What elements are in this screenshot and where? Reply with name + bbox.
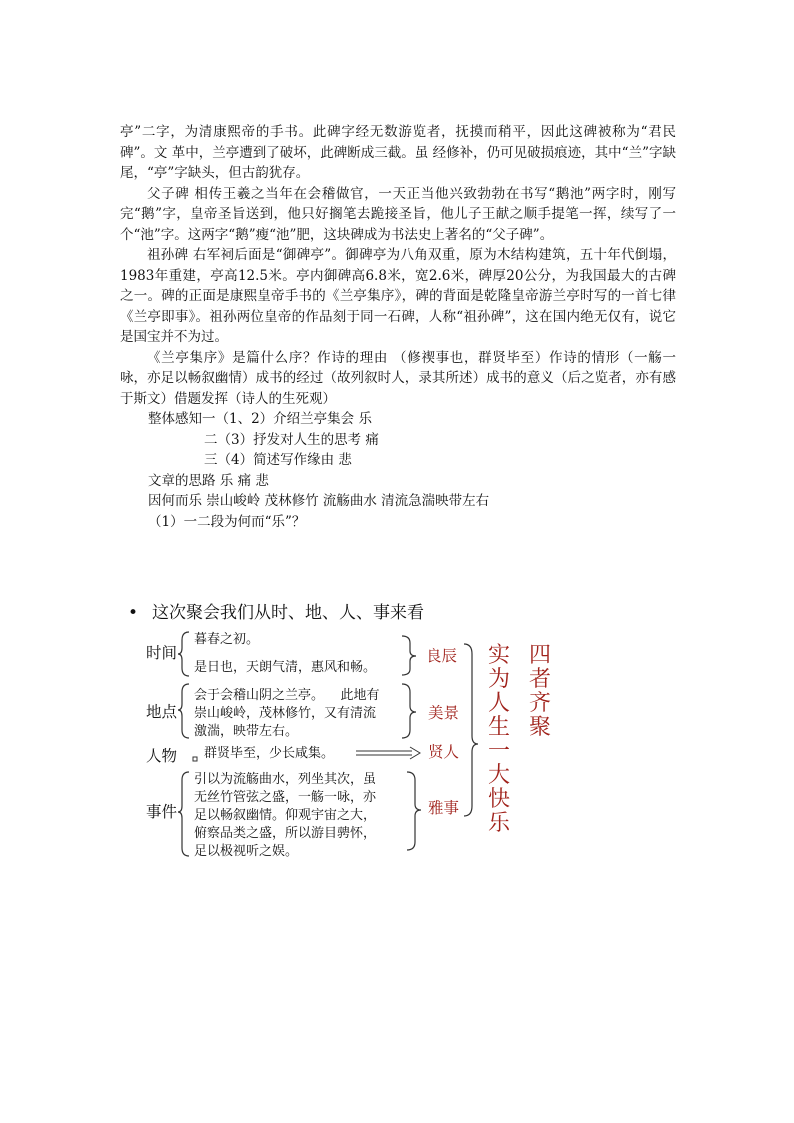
person-line-1: 群贤毕至，少长咸集。 <box>204 746 335 761</box>
place-right-brace <box>402 684 416 738</box>
paragraph-zu-sun-bei: 祖孙碑 右军祠后面是“御碑亭”。御碑亭为八角双重，原为木结构建筑，五十年代倒塌，1983年重建，亭高12.5米。亭内御碑高6.8米，宽2.6米，碑厚20公分，为我国最大的古碑之一。碑的正面是康熙皇帝手书的《兰亭集序》，碑的背面是乾隆皇帝游兰亭时写的一首七律《兰亭即事》。祖孙两位皇帝的作品刻于同一石碑，人称“祖孙碑”，这在国内绝无仅有，说它是国宝并不为过。 <box>120 247 676 345</box>
event-left-brace <box>178 772 189 856</box>
outline-line-4: 文章的思路 乐 痛 悲 <box>148 472 269 489</box>
slide-heading: • 这次聚会我们从时、地、人、事来看 <box>128 603 425 623</box>
event-line-2: 无丝竹管弦之盛，一觞一咏，亦 <box>194 790 377 805</box>
label-event: 事件 <box>146 803 178 821</box>
label-time: 时间 <box>146 644 178 662</box>
paragraph-preface-question: 《兰亭集序》是篇什么序？作诗的理由 （修禊事也，群贤毕至）作诗的情形（一觞一咏，亦足以畅叙幽情）成书的经过（故列叙时人，录其所述）成书的意义（后之览者，亦有感于斯文）借题发挥（诗人的生死观） <box>120 349 676 407</box>
label-place: 地点 <box>146 703 178 721</box>
bullet-icon: • <box>128 603 139 623</box>
event-line-5: 足以极视听之娱。 <box>194 844 299 859</box>
time-line-2: 是日也，天朗气清，惠风和畅。 <box>194 660 377 675</box>
place-line-2: 崇山峻岭，茂林修竹，又有清流 <box>194 706 377 721</box>
merge-brace <box>464 644 478 816</box>
time-right-brace <box>402 636 416 675</box>
paragraph-fu-zi-bei: 父子碑 相传王羲之当年在会稽做官，一天正当他兴致勃勃在书写“鹅池”两字时，刚写完“鹅”字，皇帝圣旨送到，他只好搁笔去跪接圣旨，他儿子王献之顺手提笔一挥，续写了一个“池”字。这两字“鹅”瘦“池”肥，这块碑成为书法史上著名的“父子碑”。 <box>120 185 676 243</box>
tag-ya-shi: 雅事 <box>428 799 460 817</box>
label-person: 人物 <box>146 747 178 765</box>
event-line-1: 引以为流觞曲水，列坐其次，虽 <box>194 772 377 787</box>
time-line-1: 暮春之初。 <box>194 632 260 647</box>
conclusion-four-gathered: 四者齐聚 <box>528 643 551 740</box>
person-arrow <box>356 747 420 759</box>
tag-liang-chen: 良辰 <box>426 647 458 665</box>
outline-line-6: （1）一二段为何而“乐”？ <box>148 513 306 530</box>
outline-line-3: 三（4）简述写作缘由 悲 <box>204 452 352 468</box>
outline-line-1: 整体感知一（1、2）介绍兰亭集会 乐 <box>148 411 372 427</box>
tag-mei-jing: 美景 <box>428 704 460 722</box>
event-right-brace <box>407 772 421 850</box>
paragraph-jun-min-bei: 亭”二字，为清康熙帝的手书。此碑字经无数游览者，抚摸而稍平，因此这碑被称为“君民碑”。文 革中，兰亭遭到了破坏，此碑断成三截。虽 经修补，仍可见破损痕迹，其中“兰”字缺 尾，“亭”字缺头，但古韵犹存。 <box>120 124 676 181</box>
person-mini-icon <box>193 757 197 761</box>
place-line-3: 激湍，映带左右。 <box>194 724 299 739</box>
tag-xian-ren: 贤人 <box>428 743 460 761</box>
event-line-3: 足以畅叙幽情。仰观宇宙之大， <box>194 808 377 823</box>
conclusion-great-joy: 实为人生一大快乐 <box>487 643 510 836</box>
place-left-brace <box>178 684 189 738</box>
outline-line-2: 二（3）抒发对人生的思考 痛 <box>204 431 379 448</box>
event-line-4: 俯察品类之盛，所以游目骋怀， <box>194 826 377 841</box>
place-line-1: 会于会稽山阴之兰亭。 此地有 <box>194 688 380 703</box>
time-left-brace <box>178 632 189 676</box>
outline-line-5: 因何而乐 崇山峻岭 茂林修竹 流觞曲水 清流急湍映带左右 <box>148 493 490 509</box>
